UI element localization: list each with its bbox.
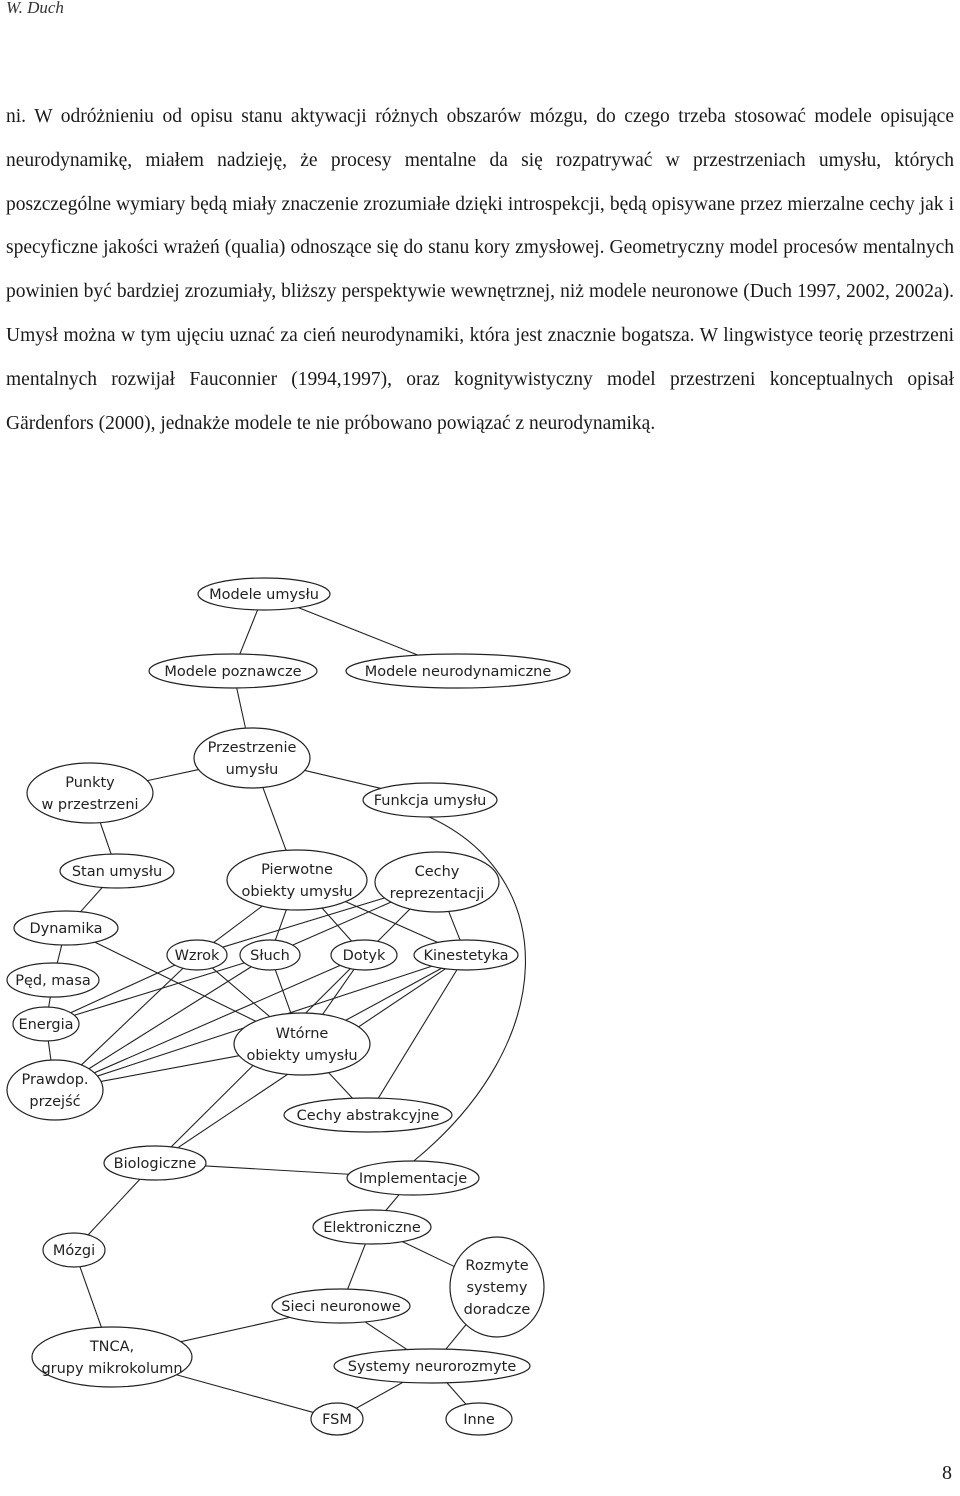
node-label: Funkcja umysłu <box>373 793 487 809</box>
node-ellipse <box>32 1327 192 1387</box>
node-label: Cechy abstrakcyjne <box>296 1108 440 1124</box>
edge-sluch-energia <box>74 963 244 1015</box>
mind-models-diagram <box>0 560 960 1440</box>
edge-modele-umyslu-modele-neurodynamiczne <box>298 608 418 655</box>
edge-systemy-neurorozmyte-fsm <box>356 1382 403 1408</box>
node-label: Kinestetyka <box>423 948 509 964</box>
node-cechy-reprezentacji <box>375 852 499 912</box>
edge-ped-masa-energia <box>49 997 51 1007</box>
node-systemy-neurorozmyte <box>334 1349 530 1383</box>
edge-implementacje-elektroniczne <box>386 1195 399 1211</box>
edge-tnca-fsm <box>176 1375 313 1413</box>
node-label: Pęd, masa <box>15 973 91 989</box>
node-ped-masa <box>7 963 99 997</box>
node-label: Energia <box>18 1017 74 1033</box>
edge-pierwotne-sluch <box>275 910 286 941</box>
diagram-canvas <box>0 560 960 1440</box>
node-label: Stan umysłu <box>71 864 163 880</box>
node-implementacje <box>347 1161 479 1195</box>
node-label: umysłu <box>225 762 279 778</box>
node-label: Wzrok <box>174 948 220 964</box>
node-label: Rozmyte <box>465 1258 529 1274</box>
node-label: Słuch <box>250 948 290 964</box>
edge-przestrzenie-umyslu-pierwotne <box>263 787 286 850</box>
node-label: systemy <box>466 1280 528 1296</box>
node-label: Cechy <box>414 864 460 880</box>
node-label: Inne <box>463 1412 495 1428</box>
node-inne <box>446 1403 512 1435</box>
node-tnca <box>32 1327 192 1387</box>
node-ellipse <box>234 1013 370 1075</box>
node-ellipse <box>7 1060 103 1120</box>
node-label: Biologiczne <box>113 1156 197 1172</box>
node-wzrok <box>167 940 227 970</box>
edge-rozmyte-systemy-neurorozmyte <box>446 1325 466 1350</box>
node-modele-neurodynamiczne <box>346 654 570 688</box>
node-elektroniczne <box>313 1210 431 1244</box>
edge-elektroniczne-rozmyte <box>402 1242 454 1267</box>
node-label: Punkty <box>65 775 115 791</box>
node-energia <box>13 1007 79 1041</box>
edge-cechy-reprezentacji-kinestetyka <box>449 911 460 940</box>
node-label: Pierwotne <box>261 862 333 878</box>
node-kinestetyka <box>414 940 518 970</box>
node-punkty <box>27 763 153 823</box>
node-cechy-abstrakcyjne <box>284 1098 452 1132</box>
node-ellipse <box>375 852 499 912</box>
running-head: W. Duch <box>6 0 64 17</box>
node-label: Sieci neuronowe <box>281 1299 401 1315</box>
node-label: Przestrzenie <box>207 740 297 756</box>
edge-stan-umyslu-dynamika <box>81 887 103 911</box>
edge-modele-poznawcze-przestrzenie-umyslu <box>237 688 246 728</box>
node-przestrzenie-umyslu <box>194 728 310 788</box>
node-fsm <box>311 1403 363 1435</box>
node-ellipse <box>194 728 310 788</box>
node-label: w przestrzeni <box>41 797 139 813</box>
node-sluch <box>240 940 300 970</box>
edge-sieci-neuronowe-systemy-neurorozmyte <box>365 1322 407 1350</box>
edge-mozgi-tnca <box>80 1267 102 1328</box>
node-label: Implementacje <box>358 1171 468 1187</box>
node-label: Wtórne <box>275 1026 329 1042</box>
edge-elektroniczne-sieci-neuronowe <box>348 1244 366 1289</box>
edge-systemy-neurorozmyte-inne <box>447 1383 466 1404</box>
node-label: Modele umysłu <box>209 587 319 603</box>
page-number: 8 <box>942 1462 952 1484</box>
node-pierwotne <box>227 850 367 910</box>
node-label: Systemy neurorozmyte <box>347 1359 517 1375</box>
node-mozgi <box>43 1233 105 1267</box>
edge-modele-umyslu-modele-poznawcze <box>240 610 258 654</box>
edge-cechy-reprezentacji-dotyk <box>378 909 410 941</box>
node-label: FSM <box>322 1412 352 1428</box>
node-label: doradcze <box>463 1302 531 1318</box>
node-wtorne <box>234 1013 370 1075</box>
node-label: Elektroniczne <box>323 1220 421 1236</box>
edge-dynamika-ped-masa <box>57 945 62 963</box>
node-rozmyte <box>450 1237 544 1337</box>
node-label: grupy mikrokolumn <box>41 1361 183 1377</box>
node-label: Mózgi <box>52 1243 96 1259</box>
edge-wzrok-wtorne <box>212 968 270 1017</box>
node-prawdop <box>7 1060 103 1120</box>
node-label: Dotyk <box>342 948 386 964</box>
edge-punkty-stan-umyslu <box>100 823 111 854</box>
node-dynamika <box>14 911 118 945</box>
node-stan-umyslu <box>60 854 174 888</box>
node-sieci-neuronowe <box>272 1289 410 1323</box>
node-label: TNCA, <box>89 1339 135 1355</box>
node-dotyk <box>331 940 397 970</box>
edge-energia-prawdop <box>48 1041 51 1060</box>
node-funkcja-umyslu <box>363 783 497 817</box>
edge-przestrzenie-umyslu-punkty <box>147 770 198 781</box>
edge-sluch-prawdop <box>89 967 251 1069</box>
node-ellipse <box>227 850 367 910</box>
node-label: Dynamika <box>29 921 103 937</box>
body-paragraph: ni. W odróżnieniu od opisu stanu aktywacji różnych obszarów mózgu, do czego trzeba stosować modele opisujące neurodynamikę, miałem nadzieję, że procesy mentalne da się rozpatrywać w przestrzeniach umysłu, których poszczególne wymiary będą miały znaczenie zrozumiałe dzięki introspekcji, będą opisywane przez mierzalne cechy jak i specyficzne jakości wrażeń (qualia) odnoszące się do stanu kory zmysłowej. Geometryczny model procesów mentalnych powinien być bardziej zrozumiały, bliższy perspektywie wewnętrznej, niż modele neuronowe (Duch 1997, 2002, 2002a). Umysł można w tym ujęciu uznać za cień neurodynamiki, która jest znacznie bogatsza. W lingwistyce teorię przestrzeni mentalnych rozwijał Fauconnier (1994,1997), oraz kognitywistyczny model przestrzeni konceptualnych opisał Gärdenfors (2000), jednakże modele te nie próbowano powiązać z neurodynamiką. <box>6 106 954 434</box>
edge-biologiczne-mozgi <box>88 1179 140 1235</box>
node-label: obiekty umysłu <box>241 884 353 900</box>
edge-wtorne-cechy-abstrakcyjne <box>329 1073 353 1099</box>
node-label: Modele neurodynamiczne <box>364 664 552 680</box>
node-ellipse <box>27 763 153 823</box>
node-label: obiekty umysłu <box>246 1048 358 1064</box>
node-biologiczne <box>104 1146 206 1180</box>
node-label: reprezentacji <box>389 886 485 902</box>
node-label: przejść <box>29 1094 81 1110</box>
node-label: Prawdop. <box>21 1072 89 1088</box>
node-modele-umyslu <box>198 578 330 610</box>
edge-sluch-wtorne <box>275 970 291 1014</box>
node-modele-poznawcze <box>149 654 317 688</box>
edge-kinestetyka-wtorne <box>346 968 442 1020</box>
edge-przestrzenie-umyslu-funkcja-umyslu <box>305 770 381 788</box>
edge-implementacje-biologiczne <box>205 1166 348 1174</box>
node-label: Modele poznawcze <box>164 664 302 680</box>
edge-kinestetyka-cechy-abstrakcyjne <box>378 970 457 1098</box>
edge-sieci-neuronowe-tnca <box>181 1317 290 1341</box>
